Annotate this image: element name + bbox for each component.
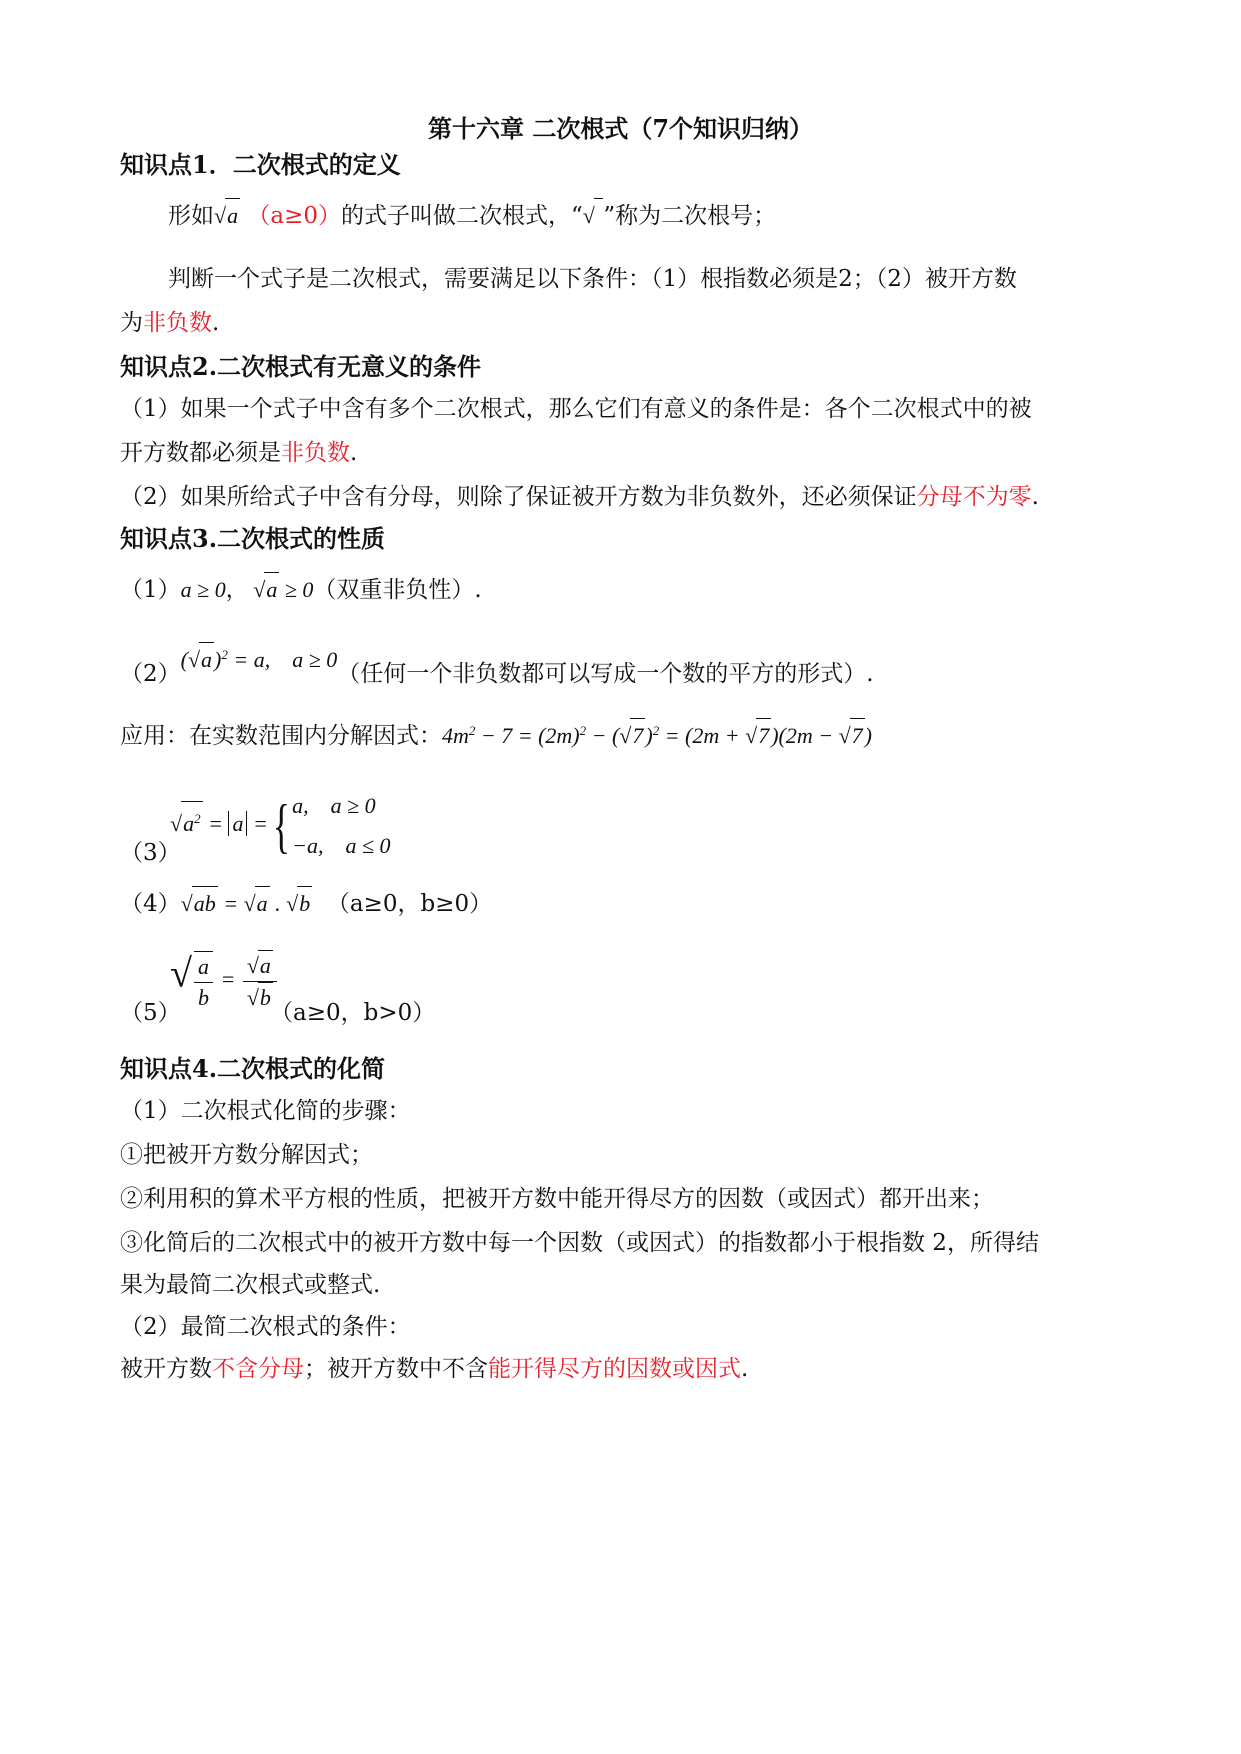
k1-judge-line2: 为非负数. <box>120 310 220 336</box>
product-formula: √ab = √a . √b <box>181 891 313 916</box>
k3-application: 应用：在实数范围内分解因式：$4m^2 - 7 = (2m)^2 - (√7)^2 = (2m + √7)(2m - √7)$ <box>120 714 1131 753</box>
k4-step-3-line1: ③化简后的二次根式中的被开方数中每一个因数（或因式）的指数都小于根指数 2，所得结 <box>120 1230 1039 1256</box>
factor-formula: $4m^2 - 7 = (2m)^2 - (√7)^2 = (2m + √7)(2m - √7)$ <box>442 723 872 748</box>
k1-definition: 形如√a （a≥0）的式子叫做二次根式，“√ ”称为二次根号； <box>168 198 1131 233</box>
k3-property-1: （1）a ≥ 0， √a ≥ 0（双重非负性）. <box>120 572 1131 607</box>
k4-step-1: ①把被开方数分解因式； <box>120 1142 373 1168</box>
k1-heading: 知识点1．二次根式的定义 <box>120 150 401 179</box>
k4-step-title: （1）二次根式化简的步骤： <box>120 1098 411 1124</box>
k3-property-3: （3） $√a^2 = a$ = { a, a ≥ 0 −a, a ≤ 0 <box>120 786 1131 866</box>
k1-judge-line1: 判断一个式子是二次根式，需要满足以下条件：（1）根指数必须是2；（2）被开方数 <box>168 266 1017 292</box>
k4-step-2: ②利用积的算术平方根的性质，把被开方数中能开得尽方的因数（或因式）都开出来； <box>120 1186 994 1212</box>
k2-p2: （2）如果所给式子中含有分母，则除了保证被开方数为非负数外，还必须保证分母不为零. <box>120 484 1039 510</box>
nonneg-formula: a ≥ 0， √a ≥ 0 <box>181 577 314 602</box>
k4-simplest-title: （2）最简二次根式的条件： <box>120 1314 411 1340</box>
sqrt-a-formula: √a <box>214 198 240 233</box>
k3-property-2: $(2)(√a)^2 = a$, a ≥ 0（任何一个非负数都可以写成一个数的平方的形式）. <box>120 652 1131 691</box>
k3-property-4: （4）√ab = √a . √b （a≥0，b≥0） <box>120 886 1131 921</box>
k2-p1-line1: （1）如果一个式子中含有多个二次根式，那么它们有意义的条件是：各个二次根式中的被 <box>120 396 1032 422</box>
k3-heading: 知识点3.二次根式的性质 <box>120 524 386 553</box>
k4-step-3-line2: 果为最简二次根式或整式. <box>120 1272 381 1298</box>
k4-simplest-conditions: 被开方数不含分母；被开方数中不含能开得尽方的因数或因式. <box>120 1356 749 1382</box>
k2-p1-line2: 开方数都必须是非负数. <box>120 440 358 466</box>
k2-heading: 知识点2.二次根式有无意义的条件 <box>120 352 482 381</box>
abs-formula: $√a^2 = a$ = { a, a ≥ 0 −a, a ≤ 0 <box>170 793 391 859</box>
k4-heading: 知识点4.二次根式的化简 <box>120 1054 386 1083</box>
k3-property-5: （5） √ $\frac{a}{b}$ = $\frac{√a}{√b}$ （a≥0，b>0） <box>120 950 436 1026</box>
k1-condition: （a≥0） <box>247 203 342 229</box>
quotient-formula: √ $\frac{a}{b}$ = $\frac{√a}{√b}$ <box>170 950 279 1013</box>
page-title: 第十六章 二次根式（7个知识归纳） <box>427 114 814 143</box>
radical-sign: √ <box>583 203 604 228</box>
square-formula: $(√a)^2 = a$, a ≥ 0 <box>181 647 338 672</box>
